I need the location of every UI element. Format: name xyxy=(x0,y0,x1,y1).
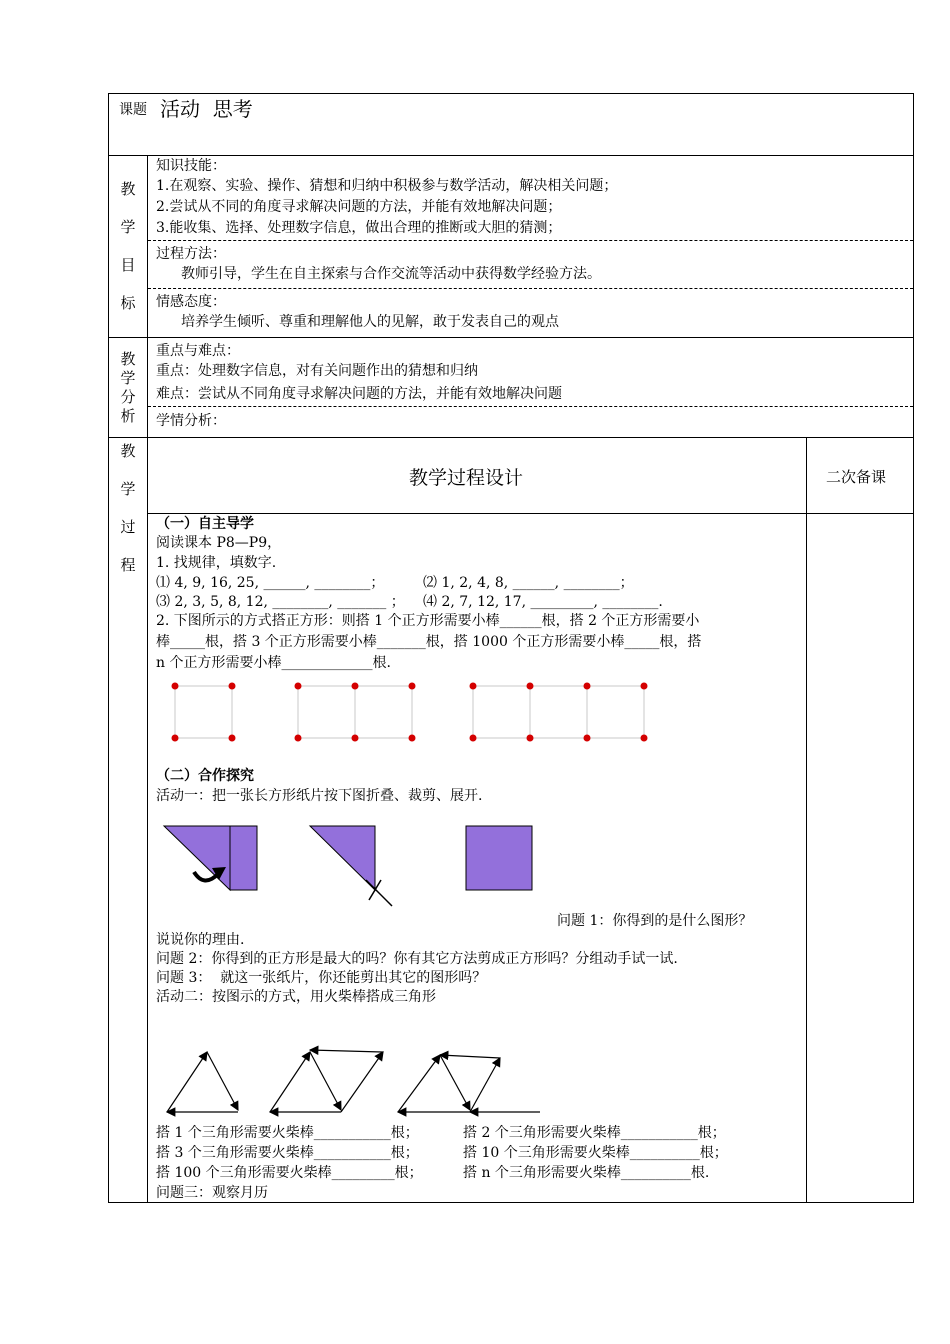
goals-side-label: 教 学 目 标 xyxy=(120,180,136,312)
q1-c: ⑶ 2, 3, 5, 8, 12, ________, _______ ； xyxy=(156,594,405,610)
focus-title: 重点与难点： xyxy=(156,343,240,359)
q1-a: ⑴ 4, 9, 16, 25, ______, ________； xyxy=(156,575,385,591)
emotion-text: 培养学生倾听、尊重和理解他人的见解，敢于发表自己的观点 xyxy=(181,314,559,330)
student-analysis-title: 学情分析： xyxy=(156,413,226,429)
section2-title: （二）合作探究 xyxy=(156,768,254,784)
question3: 问题 3： 就这一张纸片，你还能剪出其它的图形吗？ xyxy=(156,970,487,986)
knowledge-title: 知识技能： xyxy=(156,158,226,174)
process-method-text: 教师引导，学生在自主探索与合作交流等活动中获得数学经验方法。 xyxy=(181,266,601,282)
q2-line: 2. 下图所示的方式搭正方形：则搭 1 个正方形需要小棒______根，搭 2 个正方形需要小 xyxy=(156,613,700,629)
reason-text: 说说你的理由. xyxy=(156,932,245,948)
page-title: 活动 思考 xyxy=(160,97,253,121)
q2-line: 棒_____根，搭 3 个正方形需要小棒_______根，搭 1000 个正方形需要小棒_____根，搭 xyxy=(156,634,702,650)
read-text: 阅读课本 P8—P9， xyxy=(156,535,282,551)
activity1-text: 活动一：把一张长方形纸片按下图折叠、裁剪、展开. xyxy=(156,788,483,804)
triangle-question: 搭 100 个三角形需要火柴棒_________根； xyxy=(156,1165,423,1181)
triangle-question: 搭 n 个三角形需要火柴棒__________根. xyxy=(463,1165,710,1181)
q2-line: n 个正方形需要小棒_____________根. xyxy=(156,655,391,671)
knowledge-item: 1.在观察、实验、操作、猜想和归纳中积极参与数学活动，解决相关问题； xyxy=(156,178,618,194)
question2: 问题 2：你得到的正方形是最大的吗？你有其它方法剪成正方形吗？分组动手试一试. xyxy=(156,951,678,967)
section1-title: （一）自主导学 xyxy=(156,516,254,532)
second-prep-label: 二次备课 xyxy=(826,468,887,486)
process-side-label: 教 学 过 程 xyxy=(120,442,136,574)
design-title: 教学过程设计 xyxy=(409,467,524,489)
triangle-question: 搭 2 个三角形需要火柴棒___________根； xyxy=(463,1125,726,1141)
difficulty: 难点：尝试从不同角度寻求解决问题的方法，并能有效地解决问题 xyxy=(156,386,562,402)
key-point: 重点：处理数字信息，对有关问题作出的猜想和归纳 xyxy=(156,363,478,379)
q1-d: ⑷ 2, 7, 12, 17, _________, ________. xyxy=(423,594,663,610)
header-label: 课题 xyxy=(119,102,147,118)
question-calendar: 问题三：观察月历 xyxy=(156,1185,268,1201)
process-method-title: 过程方法： xyxy=(156,246,226,262)
triangle-question: 搭 10 个三角形需要火柴棒__________根； xyxy=(463,1145,728,1161)
knowledge-item: 3.能收集、选择、处理数字信息，做出合理的推断或大胆的猜测； xyxy=(156,220,562,236)
emotion-title: 情感态度： xyxy=(156,294,226,310)
q1-b: ⑵ 1, 2, 4, 8, ______, ________； xyxy=(423,575,634,591)
triangle-question: 搭 3 个三角形需要火柴棒___________根； xyxy=(156,1145,419,1161)
knowledge-item: 2.尝试从不同的角度寻求解决问题的方法，并能有效地解决问题； xyxy=(156,199,562,215)
activity2-text: 活动二：按图示的方式，用火柴棒搭成三角形 xyxy=(156,989,436,1005)
triangle-question: 搭 1 个三角形需要火柴棒___________根； xyxy=(156,1125,419,1141)
question1: 问题 1：你得到的是什么图形？ xyxy=(557,913,753,929)
analysis-side-label: 教 学 分 析 xyxy=(120,350,136,425)
q1-title: 1. 找规律，填数字. xyxy=(156,555,277,571)
